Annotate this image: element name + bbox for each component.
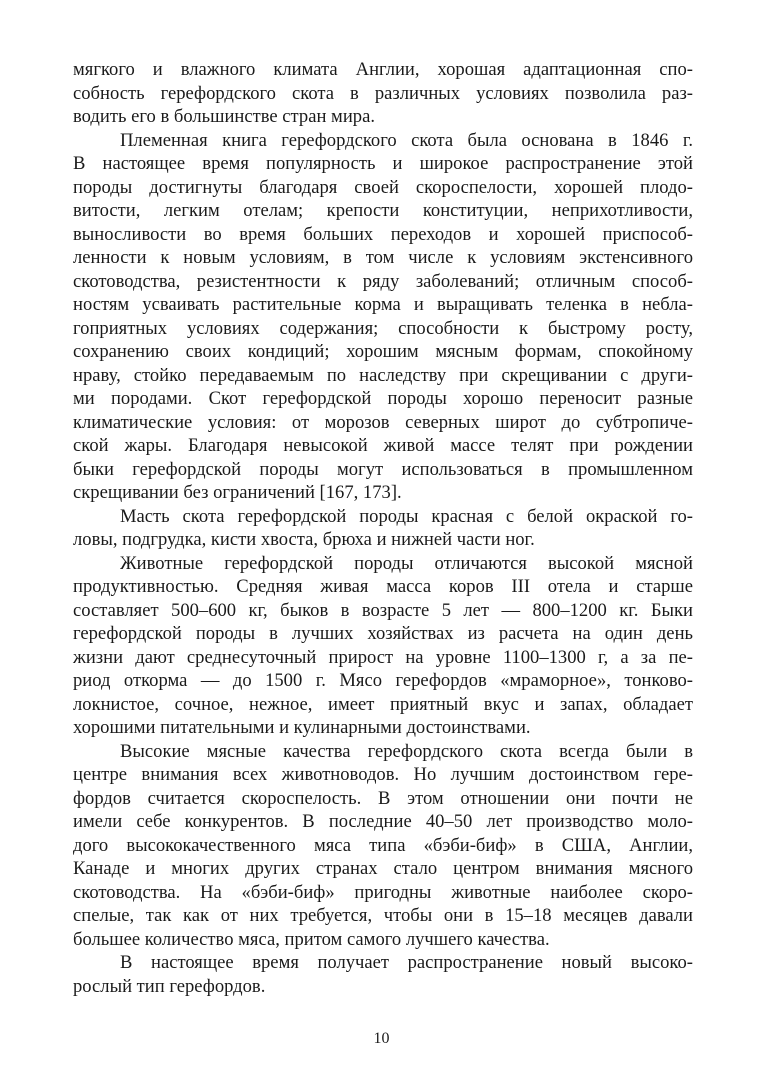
paragraph — [73, 951, 693, 998]
text-line: центре внимания всех животноводов. Но лучшим достоинством гере- — [73, 764, 693, 785]
paragraph — [73, 740, 693, 952]
text-line: риод откорма — до 1500 г. Мясо герефордов «мраморное», тонково- — [73, 670, 693, 691]
text-line: В настоящее время популярность и широкое распространение этой — [73, 153, 693, 174]
text-line: Канаде и многих других странах стало центром внимания мясного — [73, 858, 693, 879]
text-line: имели себе конкурентов. В последние 40–50 лет производство моло- — [73, 811, 693, 832]
paragraph — [73, 552, 693, 740]
text-line: климатические условия: от морозов северных широт до субтропиче- — [73, 411, 693, 433]
text-line: фордов считается скороспелость. В этом отношении они почти не — [73, 787, 693, 809]
page-body-text — [73, 58, 693, 998]
text-line: породы достигнуты благодаря своей скороспелости, хорошей плодо- — [73, 176, 693, 198]
text-line: витости, легким отелам; крепости конституции, неприхотливости, — [73, 200, 693, 221]
text-line: сохранению своих кондиций; хорошим мясным формам, спокойному — [73, 341, 693, 362]
text-line: ловы, подгрудка, кисти хвоста, брюха и нижней части ног. — [73, 529, 535, 550]
text-line: выносливости во время больших переходов и хорошей приспособ- — [73, 223, 693, 245]
text-line: жизни дают среднесуточный прирост на уровне 1100–1300 г, а за пе- — [73, 646, 693, 668]
text-line: локнистое, сочное, нежное, имеет приятный вкус и запах, обладает — [73, 693, 693, 715]
text-line: ми породами. Скот герефордской породы хорошо переносит разные — [73, 388, 693, 409]
text-line: скотоводства. На «бэби-биф» пригодны животные наиболее скоро- — [73, 881, 693, 903]
text-line: большее количество мяса, притом самого лучшего качества. — [73, 928, 550, 950]
text-line: Животные герефордской породы отличаются высокой мясной — [120, 552, 693, 574]
text-line: дого высококачественного мяса типа «бэби-биф» в США, Англии, — [73, 834, 693, 856]
text-line: ской жары. Благодаря невысокой живой массе телят при рождении — [73, 435, 693, 456]
text-line: мягкого и влажного климата Англии, хорошая адаптационная спо- — [73, 59, 693, 80]
text-line: быки герефордской породы могут использоваться в промышленном — [73, 458, 693, 480]
text-line: скрещивании без ограничений [167, 173]. — [73, 482, 402, 503]
text-line: ностям усваивать растительные корма и выращивать теленка в небла- — [73, 294, 693, 315]
page-number: 10 — [373, 1030, 390, 1047]
text-line: В настоящее время получает распространение новый высоко- — [120, 952, 693, 973]
text-line: составляет 500–600 кг, быков в возрасте 5 лет — 800–1200 кг. Быки — [73, 599, 693, 621]
text-line: Высокие мясные качества герефордского скота всегда были в — [120, 740, 693, 762]
text-line: ленности к новым условиям, в том числе к условиям экстенсивного — [73, 247, 693, 268]
text-line: хорошими питательными и кулинарными достоинствами. — [73, 717, 531, 738]
text-line: продуктивностью. Средняя живая масса коров III отела и старше — [73, 576, 693, 597]
text-line: Племенная книга герефордского скота была основана в 1846 г. — [120, 129, 693, 151]
paragraph — [73, 58, 693, 129]
text-line: гоприятных условиях содержания; способности к быстрому росту, — [73, 317, 693, 339]
text-line: герефордской породы в лучших хозяйствах из расчета на один день — [73, 623, 693, 644]
text-line: Масть скота герефордской породы красная с белой окраской го- — [120, 505, 693, 527]
text-line: нраву, стойко передаваемым по наследству при скрещивании с други- — [73, 364, 693, 386]
paragraph — [73, 129, 693, 505]
text-line: спелые, так как от них требуется, чтобы они в 15–18 месяцев давали — [73, 905, 693, 926]
paragraph — [73, 505, 693, 552]
text-line: скотоводства, резистентности к ряду заболеваний; отличным способ- — [73, 270, 693, 292]
text-line: водить его в большинстве стран мира. — [73, 106, 375, 127]
text-line: собность герефордского скота в различных условиях позволила раз- — [73, 82, 693, 104]
text-line: рослый тип герефордов. — [73, 975, 266, 997]
